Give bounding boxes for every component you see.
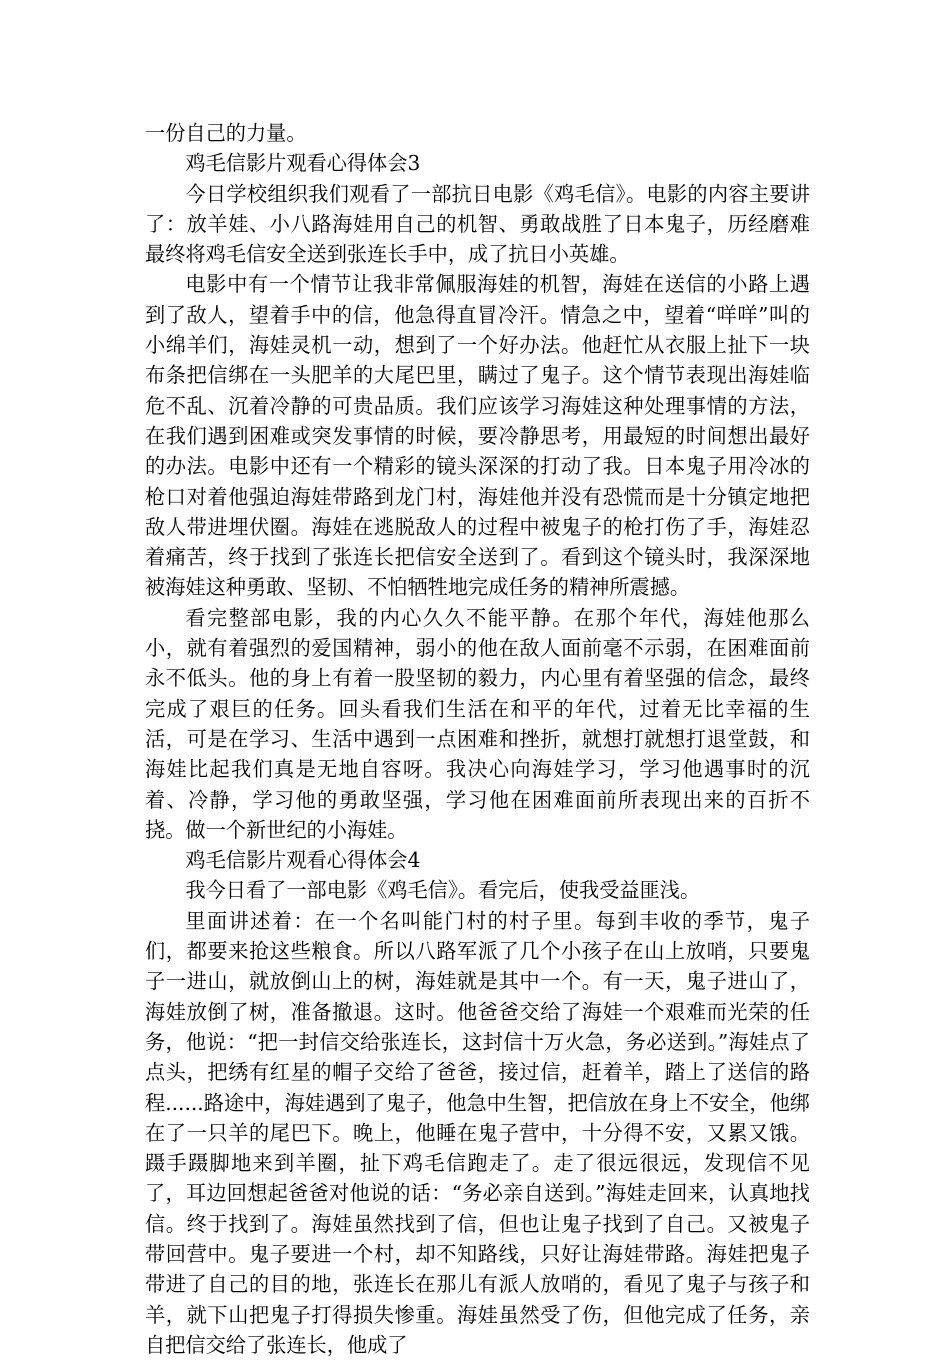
- paragraph: 我今日看了一部电影《鸡毛信》。看完后，使我受益匪浅。: [185, 878, 701, 903]
- paragraph-continuation: 一份自己的力量。: [145, 121, 307, 145]
- document-body: [145, 118, 810, 1360]
- paragraph: 看完整部电影，我的内心久久不能平静。在那个年代，海娃他那么小，就有着强烈的爱国精神，弱小的他在敌人面前毫不示弱，在困难面前永不低头。他的身上有着一股坚韧的毅力，内心里有着坚强的信念，最终完成了艰巨的任务。回头看我们生活在和平的年代，过着无比幸福的生活，可是在学习、生活中遇到一点困难和挫折，就想打就想打退堂鼓，和海娃比起我们真是无地自容呀。我决心向海娃学习，学习他遇事时的沉着、冷静，学习他的勇敢坚强，学习他在困难面前所表现出来的百折不挠。做一个新世纪的小海娃。: [145, 605, 810, 842]
- section-heading-4: 鸡毛信影片观看心得体会4: [185, 848, 421, 873]
- paragraph: 今日学校组织我们观看了一部抗日电影《鸡毛信》。电影的内容主要讲了：放羊娃、小八路海娃用自己的机智、勇敢战胜了日本鬼子，历经磨难最终将鸡毛信安全送到张连长手中，成了抗日小英雄。: [145, 181, 810, 267]
- paragraph: 里面讲述着：在一个名叫能门村的村子里。每到丰收的季节，鬼子们，都要来抢这些粮食。所以八路军派了几个小孩子在山上放哨，只要鬼子一进山，就放倒山上的树，海娃就是其中一个。有一天，鬼子进山了，海娃放倒了树，准备撤退。这时。他爸爸交给了海娃一个艰难而光荣的任务，他说：“把一封信交给张连长，这封信十万火急，务必送到。”海娃点了点头，把绣有红星的帽子交给了爸爸，接过信，赶着羊，踏上了送信的路程......路途中，海娃遇到了鬼子，他急中生智，把信放在身上不安全，他绑在了一只羊的尾巴下。晚上，他睡在鬼子营中，十分得不安，又累又饿。蹑手蹑脚地来到羊圈，扯下鸡毛信跑走了。走了很远很远，发现信不见了，耳边回想起爸爸对他说的话：“务必亲自送到。”海娃走回来，认真地找信。终于找到了。海娃虽然找到了信，但也让鬼子找到了自己。又被鬼子带回营中。鬼子要进一个村，却不知路线，只好让海娃带路。海娃把鬼子带进了自己的目的地，张连长在那儿有派人放哨的，看见了鬼子与孩子和羊，就下山把鬼子打得损失惨重。海娃虽然受了伤，但他完成了任务，亲自把信交给了张连长，他成了: [145, 908, 810, 1357]
- section-heading-3: 鸡毛信影片观看心得体会3: [185, 151, 421, 176]
- paragraph: 电影中有一个情节让我非常佩服海娃的机智，海娃在送信的小路上遇到了敌人，望着手中的信，他急得直冒冷汗。情急之中，望着“咩咩”叫的小绵羊们，海娃灵机一动，想到了一个好办法。他赶忙从衣服上扯下一块布条把信绑在一头肥羊的大尾巴里，瞒过了鬼子。这个情节表现出海娃临危不乱、沉着冷静的可贵品质。我们应该学习海娃这种处理事情的方法，在我们遇到困难或突发事情的时候，要冷静思考，用最短的时间想出最好的办法。电影中还有一个精彩的镜头深深的打动了我。日本鬼子用冷冰的枪口对着他强迫海娃带路到龙门村，海娃他并没有恐慌而是十分镇定地把敌人带进埋伏圈。海娃在逃脱敌人的过程中被鬼子的枪打伤了手，海娃忍着痛苦，终于找到了张连长把信安全送到了。看到这个镜头时，我深深地被海娃这种勇敢、坚韧、不怕牺牲地完成任务的精神所震撼。: [145, 272, 810, 600]
